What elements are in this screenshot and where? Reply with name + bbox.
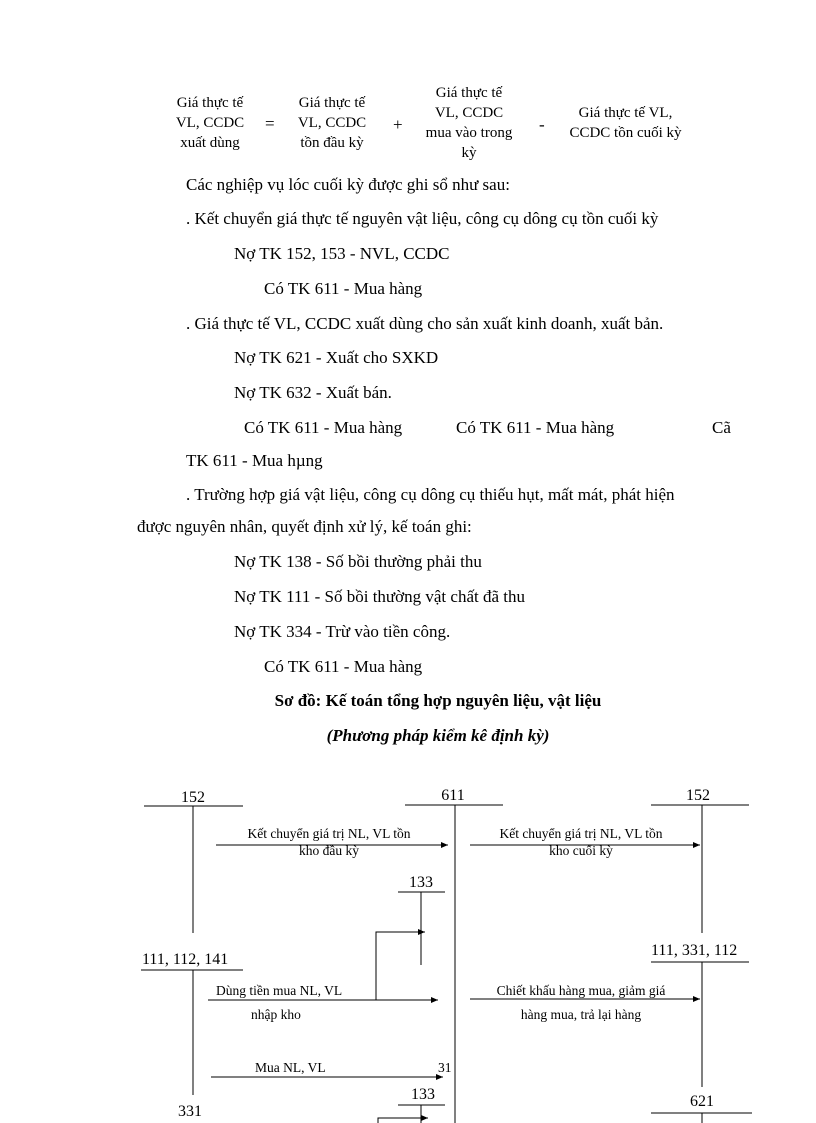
account-152-right: 152 <box>686 787 710 804</box>
account-621: 621 <box>690 1093 714 1110</box>
account-111-112-141: 111, 112, 141 <box>142 951 229 968</box>
formula-term1-line: VL, CCDC <box>297 115 367 131</box>
formula-lhs-line: VL, CCDC <box>175 115 245 131</box>
journal-credit: Cã <box>712 418 731 437</box>
journal-credit: Có TK 611 - Mua hàng <box>244 418 403 437</box>
formula-minus: - <box>539 115 545 134</box>
label-dung-tien-1: Dùng tiền mua NL, VL <box>216 983 343 998</box>
connector-133-a <box>376 932 425 1000</box>
journal-debit: Nợ TK 632 - Xuất bán. <box>234 383 392 402</box>
journal-credit: Có TK 611 - Mua hàng <box>264 279 423 298</box>
formula-term3-line: Giá thực tế VL, <box>578 105 673 121</box>
formula-plus: + <box>393 115 403 134</box>
paragraph-2: . Giá thực tế VL, CCDC xuất dùng cho sản xuất kinh doanh, xuất bản. <box>186 314 664 333</box>
formula-lhs-line: xuất dùng <box>180 135 240 151</box>
account-152-left: 152 <box>181 789 205 806</box>
formula-equals: = <box>265 114 275 133</box>
diagram-title: Sơ đồ: Kế toán tổng hợp nguyên liệu, vật liệu <box>274 691 602 710</box>
label-line: kho cuối kỳ <box>549 843 613 858</box>
account-611: 611 <box>441 787 465 804</box>
diagram-subtitle: (Phương pháp kiểm kê định kỳ) <box>326 726 550 745</box>
formula-term2-line: Giá thực tế <box>435 85 503 101</box>
label-chiet-khau <box>466 982 696 1023</box>
label-line: Kết chuyển giá trị NL, VL tồn <box>247 826 411 841</box>
journal-debit: Nợ TK 621 - Xuất cho SXKD <box>234 348 439 367</box>
account-111-331-112: 111, 331, 112 <box>651 942 738 959</box>
formula-term1-line: Giá thực tế <box>298 95 366 111</box>
label-line: Chiết khấu hàng mua, giảm giá <box>496 983 666 998</box>
intro-text: Các nghiệp vụ lóc cuối kỳ được ghi sổ như sau: <box>186 175 510 194</box>
paragraph-3-cont: được nguyên nhân, quyết định xử lý, kế toán ghi: <box>137 517 472 536</box>
formula-lhs-line: Giá thực tế <box>176 95 244 111</box>
journal-credit: TK 611 - Mua hµng <box>186 451 323 470</box>
label-dung-tien-2: nhập kho <box>251 1007 301 1022</box>
account-133-b: 133 <box>411 1086 435 1103</box>
paragraph-3: . Trường hợp giá vật liệu, công cụ dông cụ thiếu hụt, mất mát, phát hiện <box>186 485 675 504</box>
journal-credit: Có TK 611 - Mua hàng <box>264 657 423 676</box>
label-31: 31 <box>438 1060 452 1075</box>
formula-term2-line: VL, CCDC <box>434 105 504 121</box>
journal-debit: Nợ TK 334 - Trừ vào tiền công. <box>234 622 451 641</box>
account-133-a: 133 <box>409 874 433 891</box>
formula-term1-line: tồn đầu kỳ <box>300 135 364 151</box>
label-kc-dau-ky <box>214 825 444 859</box>
formula-term3-line: CCDC tồn cuối kỳ <box>569 125 682 141</box>
label-kc-cuoi-ky <box>466 825 696 859</box>
label-line: hàng mua, trả lại hàng <box>520 1007 642 1022</box>
journal-debit: Nợ TK 138 - Số bồi thường phải thu <box>234 552 482 571</box>
label-line: kho đầu kỳ <box>299 843 359 858</box>
journal-credit: Có TK 611 - Mua hàng <box>456 418 615 437</box>
label-line: Kết chuyển giá trị NL, VL tồn <box>499 826 663 841</box>
account-331: 331 <box>178 1103 202 1120</box>
formula-term2-line: kỳ <box>461 145 477 161</box>
formula-term2-line: mua vào trong <box>425 125 513 141</box>
journal-debit: Nợ TK 111 - Số bồi thường vật chất đã thu <box>234 587 525 606</box>
paragraph-1: . Kết chuyển giá thực tế nguyên vật liệu, công cụ dông cụ tồn cuối kỳ <box>186 209 659 228</box>
journal-debit: Nợ TK 152, 153 - NVL, CCDC <box>234 244 450 263</box>
label-mua-nl-vl: Mua NL, VL <box>255 1060 326 1075</box>
